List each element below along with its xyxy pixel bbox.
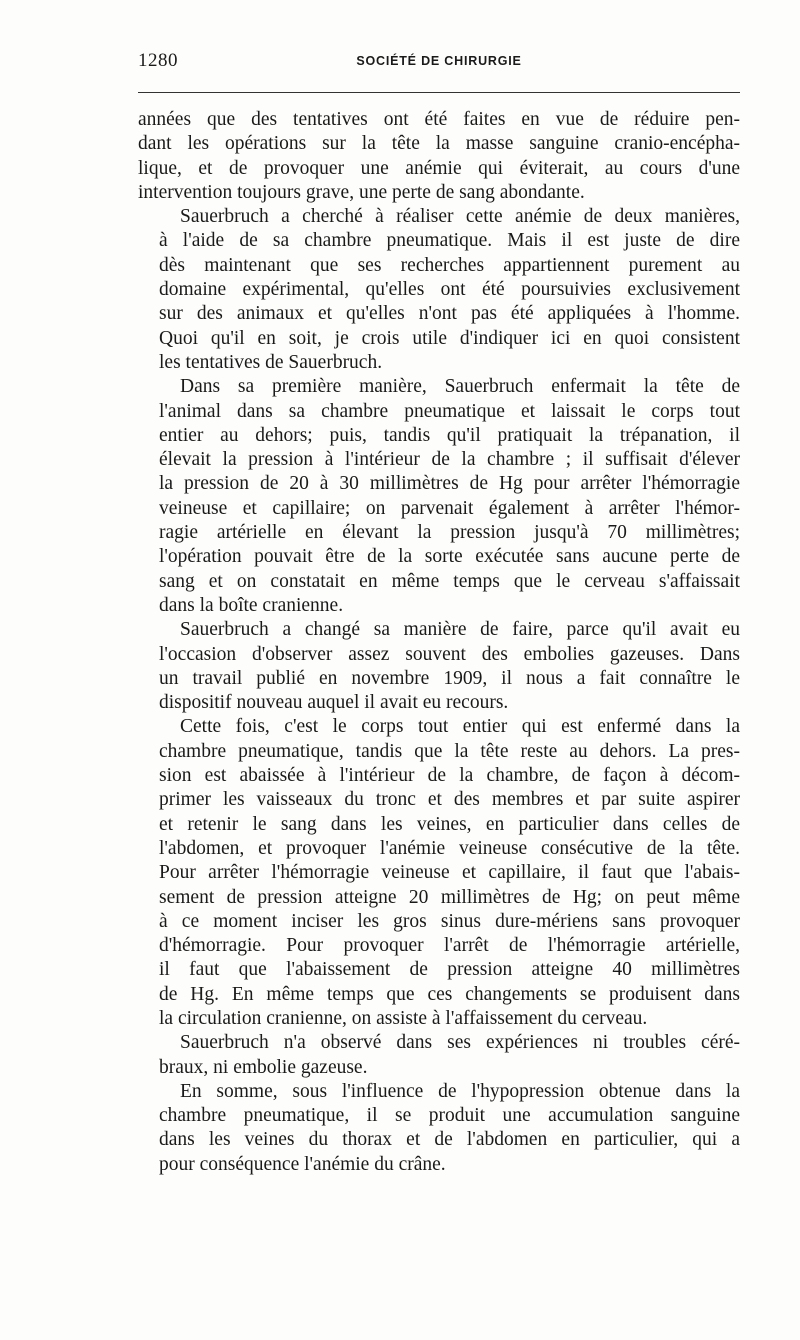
text-line: dans la boîte cranienne. bbox=[159, 594, 344, 616]
paragraph bbox=[138, 1031, 740, 1080]
text-line: d'hémorragie. Pour provoquer l'arrêt de l'hémorragie artérielle, bbox=[159, 935, 740, 957]
text-line: l'abdomen, et provoquer l'anémie veineuse consécutive de la tête. bbox=[159, 837, 740, 859]
text-line: Sauerbruch a changé sa manière de faire, parce qu'il avait eu bbox=[180, 619, 740, 641]
text-line: sur des animaux et qu'elles n'ont pas été appliquées à l'homme. bbox=[159, 303, 740, 325]
text-line: ragie artérielle en élevant la pression jusqu'à 70 millimètres; bbox=[159, 522, 740, 544]
paragraph bbox=[138, 205, 740, 375]
text-line: de Hg. En même temps que ces changements se produisent dans bbox=[159, 983, 740, 1005]
text-line: chambre pneumatique, tandis que la tête reste au dehors. La pres- bbox=[159, 740, 740, 762]
text-line: la circulation cranienne, on assiste à l'affaissement du cerveau. bbox=[159, 1007, 648, 1029]
paragraph bbox=[138, 1080, 740, 1177]
text-line: dispositif nouveau auquel il avait eu recours. bbox=[159, 692, 509, 714]
text-line: En somme, sous l'influence de l'hypopression obtenue dans la bbox=[180, 1080, 740, 1102]
text-line: un travail publié en novembre 1909, il nous a fait connaître le bbox=[159, 667, 740, 689]
paragraph bbox=[138, 375, 740, 618]
paragraph bbox=[138, 715, 740, 1031]
text-line: Sauerbruch a cherché à réaliser cette anémie de deux manières, bbox=[180, 206, 740, 228]
text-line: Pour arrêter l'hémorragie veineuse et capillaire, il faut que l'abais- bbox=[159, 862, 740, 884]
text-line: pour conséquence l'anémie du crâne. bbox=[159, 1153, 446, 1175]
header-rule bbox=[138, 92, 740, 93]
text-line: Quoi qu'il en soit, je crois utile d'indiquer ici en quoi consistent bbox=[159, 327, 740, 349]
paragraph bbox=[138, 618, 740, 715]
text-line: entier au dehors; puis, tandis qu'il pratiquait la trépanation, il bbox=[159, 424, 740, 446]
text-line: élevait la pression à l'intérieur de la chambre ; il suffisait d'élever bbox=[159, 449, 740, 471]
text-line: Dans sa première manière, Sauerbruch enfermait la tête de bbox=[180, 376, 740, 398]
text-line: l'occasion d'observer assez souvent des embolies gazeuses. Dans bbox=[159, 643, 740, 665]
text-line: Sauerbruch n'a observé dans ses expériences ni troubles céré- bbox=[180, 1032, 740, 1054]
text-line: Cette fois, c'est le corps tout entier qui est enfermé dans la bbox=[180, 716, 740, 738]
text-line: l'animal dans sa chambre pneumatique et laissait le corps tout bbox=[159, 400, 740, 422]
text-line: dès maintenant que ses recherches appartiennent purement au bbox=[159, 254, 740, 276]
page-header bbox=[138, 50, 740, 74]
text-line: sement de pression atteigne 20 millimètres de Hg; on peut même bbox=[159, 886, 740, 908]
page-number: 1280 bbox=[138, 50, 178, 71]
text-line: dant les opérations sur la tête la masse sanguine cranio-encépha- bbox=[138, 133, 740, 155]
text-line: à ce moment inciser les gros sinus dure-mériens sans provoquer bbox=[159, 910, 740, 932]
text-line: sang et on constatait en même temps que le cerveau s'affaissait bbox=[159, 570, 740, 592]
text-line: dans les veines du thorax et de l'abdomen en particulier, qui a bbox=[159, 1129, 740, 1151]
text-line: veineuse et capillaire; on parvenait également à arrêter l'hémor- bbox=[159, 497, 740, 519]
body-text bbox=[138, 108, 740, 1177]
text-line: lique, et de provoquer une anémie qui éviterait, au cours d'une bbox=[138, 157, 740, 179]
text-line: la pression de 20 à 30 millimètres de Hg pour arrêter l'hémorragie bbox=[159, 473, 740, 495]
text-line: années que des tentatives ont été faites en vue de réduire pen- bbox=[138, 109, 740, 130]
text-line: et retenir le sang dans les veines, en particulier dans celles de bbox=[159, 813, 740, 835]
text-line: domaine expérimental, qu'elles ont été poursuivies exclusivement bbox=[159, 279, 740, 301]
text-line: intervention toujours grave, une perte de sang abondante. bbox=[138, 181, 585, 203]
text-line: il faut que l'abaissement de pression atteigne 40 millimètres bbox=[159, 959, 740, 981]
running-head: SOCIÉTÉ DE CHIRURGIE bbox=[356, 54, 522, 68]
text-line: primer les vaisseaux du tronc et des membres et par suite aspirer bbox=[159, 789, 740, 811]
text-line: chambre pneumatique, il se produit une accumulation sanguine bbox=[159, 1105, 740, 1127]
text-line: braux, ni embolie gazeuse. bbox=[159, 1056, 368, 1078]
text-line: à l'aide de sa chambre pneumatique. Mais il est juste de dire bbox=[159, 230, 740, 252]
text-line: les tentatives de Sauerbruch. bbox=[159, 351, 383, 373]
paragraph bbox=[138, 108, 740, 205]
text-line: sion est abaissée à l'intérieur de la chambre, de façon à décom- bbox=[159, 765, 740, 787]
text-line: l'opération pouvait être de la sorte exécutée sans aucune perte de bbox=[159, 546, 740, 568]
